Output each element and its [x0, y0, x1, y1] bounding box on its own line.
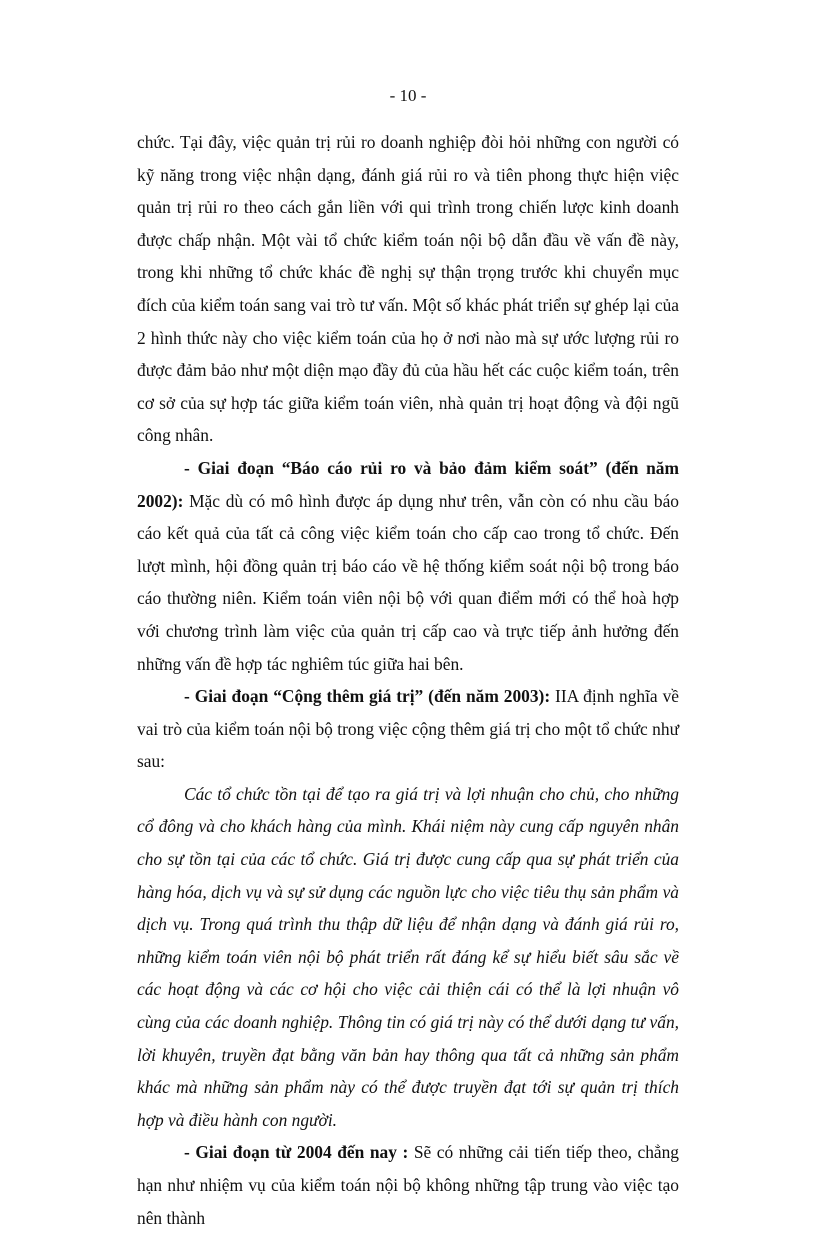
paragraph-value-added-stage — [137, 680, 679, 778]
stage-heading-2004: - Giai đoạn từ 2004 đến nay : — [184, 1142, 409, 1163]
stage-text-2003: IIA định nghĩa về vai trò của kiểm toán nội bộ trong việc cộng thêm giá trị cho một tổ chức như sau: — [137, 686, 680, 772]
stage-heading-2003: - Giai đoạn “Cộng thêm giá trị” (đến năm 2003): — [184, 686, 551, 707]
document-body — [137, 126, 679, 1234]
page-number: - 10 - — [389, 86, 427, 105]
stage-text-2002: Mặc dù có mô hình được áp dụng như trên, vẫn còn có nhu cầu báo cáo kết quả của tất cả công việc kiểm toán cho cấp cao trong tổ chức. Đến lượt mình, hội đồng quản trị báo cáo về hệ thống kiểm soát nội bộ trong báo cáo thường niên. Kiểm toán viên nội bộ với quan điểm mới có thể hoà hợp với chương trình làm việc của quản trị cấp cao và trực tiếp ảnh hưởng đến những vấn đề hợp tác nghiêm túc giữa hai bên. — [137, 490, 679, 674]
paragraph-2004-stage — [137, 1136, 679, 1234]
stage-text-2004: Sẽ có những cải tiến tiếp theo, chẳng hạn như nhiệm vụ của kiểm toán nội bộ không những tập trung vào việc tạo nên thành — [137, 1142, 679, 1228]
paragraph-iia-quote: Các tổ chức tồn tại để tạo ra giá trị và lợi nhuận cho chủ, cho những cổ đông và cho khách hàng của mình. Khái niệm này cung cấp nguyên nhân cho sự tồn tại của các tổ chức. Giá trị được cung cấp qua sự phát triển của hàng hóa, dịch vụ và sự sử dụng các nguồn lực cho việc tiêu thụ sản phẩm và dịch vụ. Trong quá trình thu thập dữ liệu để nhận dạng và đánh giá rủi ro, những kiểm toán viên nội bộ phát triển rất đáng kể sự hiểu biết sâu sắc về các hoạt động và các cơ hội cho việc cải thiện cái có thể là lợi nhuận vô cùng của các doanh nghiệp. Thông tin có giá trị này có thể dưới dạng tư vấn, lời khuyên, truyền đạt bằng văn bản hay thông qua tất cả những sản phẩm khác mà những sản phẩm này có thể được truyền đạt tới sự quản trị thích hợp và điều hành con người. — [137, 783, 679, 1130]
stage-heading-2002: - Giai đoạn “Báo cáo rủi ro và bảo đảm kiểm soát” (đến năm 2002): — [137, 457, 679, 511]
paragraph-continuation: chức. Tại đây, việc quản trị rủi ro doanh nghiệp đòi hỏi những con người có kỹ năng trong việc nhận dạng, đánh giá rủi ro và tiên phong thực hiện việc quản trị rủi ro theo cách gắn liền với qui trình trong chiến lược kinh doanh được chấp nhận. Một vài tổ chức kiểm toán nội bộ dẫn đầu về vấn đề này, trong khi những tổ chức khác đề nghị sự thận trọng trước khi chuyển mục đích của kiểm toán sang vai trò tư vấn. Một số khác phát triển sự ghép lại của 2 hình thức này cho việc kiểm toán của họ ở nơi nào mà sự ước lượng rủi ro được đảm bảo như một diện mạo đầy đủ của hầu hết các cuộc kiểm toán, trên cơ sở của sự hợp tác giữa kiểm toán viên, nhà quản trị hoạt động và đội ngũ công nhân. — [137, 132, 679, 446]
paragraph-risk-reporting-stage — [137, 452, 679, 680]
